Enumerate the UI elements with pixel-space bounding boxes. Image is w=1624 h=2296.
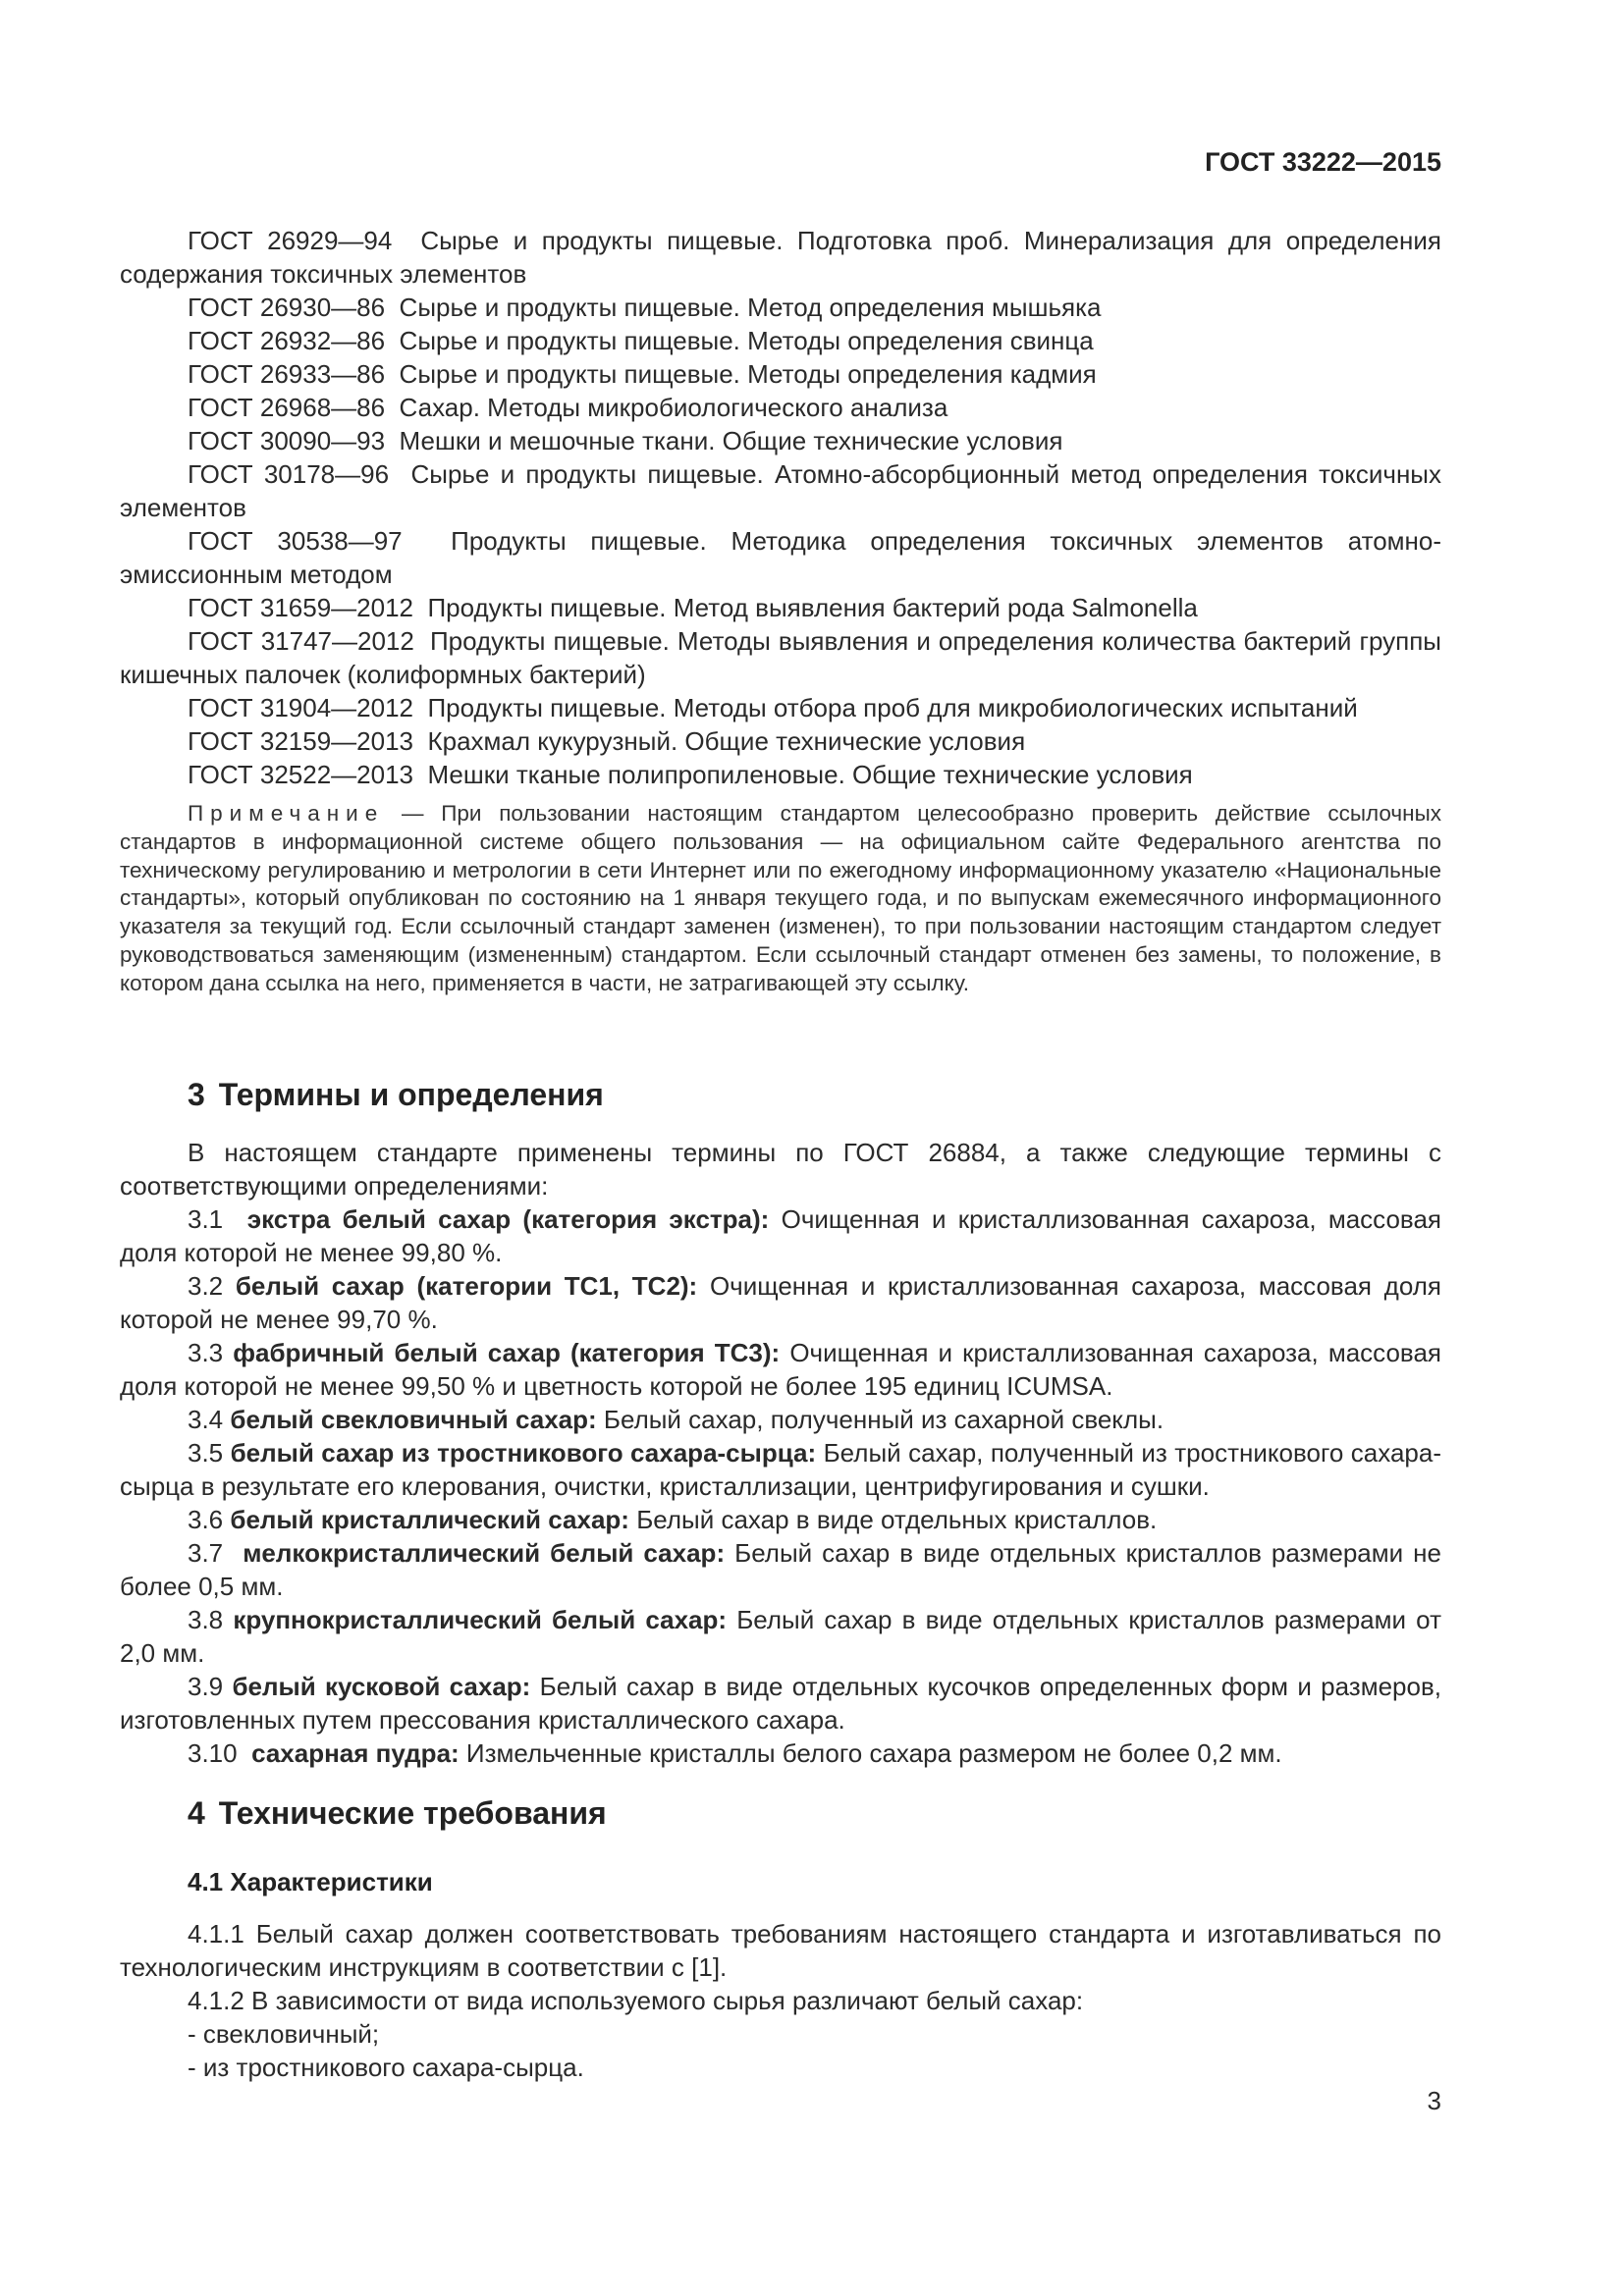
term-name: белый кристаллический сахар: [230,1505,629,1534]
term-number: 3.5 [188,1438,224,1468]
term-name: белый кусковой сахар: [232,1672,531,1701]
reference-title: Сырье и продукты пищевые. Подготовка проб. Минерализация для определения содержания токсичных элементов [120,226,1441,289]
list-item: - свекловичный; [188,2019,380,2049]
term-text: Очищенная и кристаллизованная сахароза, массовая доля которой не менее 99,70 %. [120,1271,1441,1334]
reference-title: Мешки тканые полипропиленовые. Общие технические условия [427,760,1193,789]
reference-item [120,424,1441,457]
term-text: Очищенная и кристаллизованная сахароза, массовая доля которой не менее 99,80 %. [120,1204,1441,1267]
reference-title: Сахар. Методы микробиологического анализа [399,393,948,422]
section-4-heading [188,1795,607,1832]
term-number: 3.8 [188,1605,224,1634]
reference-code: ГОСТ 26933—86 [188,359,386,389]
term-name: белый сахар из тростникового сахара-сырца: [230,1438,817,1468]
term-number: 3.6 [188,1505,224,1534]
term-text: Белый сахар, полученный из тростникового сахара-сырца в результате его клерования, очистки, кристаллизации, центрифугирования и сушки. [120,1438,1441,1501]
term-definition [120,1536,1441,1603]
technical-requirements [120,1917,1441,2084]
note-paragraph [120,800,1441,998]
page-number: 3 [1427,2086,1441,2115]
reference-code: ГОСТ 30090—93 [188,426,386,455]
reference-code: ГОСТ 30538—97 [188,526,403,556]
term-text: Белый сахар, полученный из сахарной свеклы. [603,1405,1164,1434]
term-definition [120,1503,1441,1536]
term-definition [120,1670,1441,1736]
note-label: Примечание [188,801,385,826]
reference-title: Продукты пищевые. Метод выявления бактерий рода Salmonella [427,593,1198,622]
clause-4-1-1: 4.1.1 Белый сахар должен соответствовать требованиям настоящего стандарта и изготавливаться по технологическим инструкциям в соответствии с [1]. [120,1919,1441,1982]
term-definition [120,1436,1441,1503]
reference-title: Сырье и продукты пищевые. Методы определения свинца [399,326,1094,355]
term-number: 3.4 [188,1405,224,1434]
reference-item [120,457,1441,524]
document-page [120,0,1441,2296]
term-definition [120,1603,1441,1670]
section-title: Технические требования [218,1795,607,1831]
term-text: Измельченные кристаллы белого сахара размером не более 0,2 мм. [465,1738,1282,1768]
reference-code: ГОСТ 26968—86 [188,393,386,422]
term-definition [120,1736,1441,1770]
list-item: - из тростникового сахара-сырца. [188,2053,584,2082]
reference-title: Крахмал кукурузный. Общие технические условия [427,726,1026,756]
terms-and-definitions [120,1136,1441,1770]
subsection-number: 4.1 [188,1867,224,1896]
reference-title: Сырье и продукты пищевые. Метод определения мышьяка [399,293,1102,322]
reference-code: ГОСТ 30178—96 [188,459,390,489]
reference-item [120,224,1441,291]
reference-item [120,357,1441,391]
standard-header: ГОСТ 33222—2015 [1205,147,1441,177]
term-number: 3.7 [188,1538,224,1568]
term-text: Белый сахар в виде отдельных кристаллов размерами не более 0,5 мм. [120,1538,1441,1601]
reference-item [120,324,1441,357]
reference-title: Сырье и продукты пищевые. Методы определения кадмия [399,359,1097,389]
term-text: Очищенная и кристаллизованная сахароза, массовая доля которой не менее 99,50 % и цветность которой не более 195 единиц ICUMSA. [120,1338,1441,1401]
term-number: 3.1 [188,1204,224,1234]
reference-item [120,291,1441,324]
clause-4-1-2: 4.1.2 В зависимости от вида используемого сырья различают белый сахар: [188,1986,1084,2015]
subsection-title: Характеристики [230,1867,433,1896]
section-number: 3 [188,1077,205,1112]
reference-title: Мешки и мешочные ткани. Общие технические условия [399,426,1063,455]
reference-code: ГОСТ 32159—2013 [188,726,414,756]
term-number: 3.9 [188,1672,224,1701]
term-name: крупнокристаллический белый сахар: [233,1605,728,1634]
reference-item [120,524,1441,591]
term-definition [120,1269,1441,1336]
section-3-heading [188,1077,604,1113]
reference-item [120,391,1441,424]
reference-code: ГОСТ 31747—2012 [188,626,414,656]
reference-item [120,724,1441,758]
reference-code: ГОСТ 26929—94 [188,226,393,255]
term-name: мелкокристаллический белый сахар: [243,1538,726,1568]
reference-item [120,758,1441,791]
reference-code: ГОСТ 26932—86 [188,326,386,355]
reference-item [120,624,1441,691]
term-name: сахарная пудра: [251,1738,460,1768]
term-text: Белый сахар в виде отдельных кристаллов размерами от 2,0 мм. [120,1605,1441,1668]
reference-code: ГОСТ 26930—86 [188,293,386,322]
reference-item [120,691,1441,724]
reference-title: Продукты пищевые. Методы выявления и определения количества бактерий группы кишечных палочек (колиформных бактерий) [120,626,1441,689]
normative-references-list [120,224,1441,791]
note-text: — При пользовании настоящим стандартом целесообразно проверить действие ссылочных стандартов в информационной системе общего пользования — на официальном сайте Федерального агентства по техническому регулированию и метрологии в сети Интернет или по ежегодному информационному указателю «Национальные стандарты», который опубликован по состоянию на 1 января текущего года, и по выпускам ежемесячного информационного указателя за текущий год. Если ссылочный стандарт заменен (изменен), то при пользовании настоящим стандартом следует руководствоваться заменяющим (измененным) стандартом. Если ссылочный стандарт отменен без замены, то положение, в котором дана ссылка на него, применяется в части, не затрагивающей эту ссылку. [120,801,1441,995]
section-title: Термины и определения [218,1077,604,1112]
term-name: белый свекловичный сахар: [230,1405,597,1434]
term-text: Белый сахар в виде отдельных кристаллов. [636,1505,1158,1534]
term-definition [120,1336,1441,1403]
section-number: 4 [188,1795,205,1831]
term-text: Белый сахар в виде отдельных кусочков определенных форм и размеров, изготовленных путем прессования кристаллического сахара. [120,1672,1442,1735]
reference-code: ГОСТ 31904—2012 [188,693,414,722]
reference-item [120,591,1441,624]
term-number: 3.2 [188,1271,224,1301]
term-name: фабричный белый сахар (категория ТС3): [233,1338,781,1367]
term-name: экстра белый сахар (категория экстра): [246,1204,770,1234]
section-intro: В настоящем стандарте применены термины по ГОСТ 26884, а также следующие термины с соответствующими определениями: [120,1138,1441,1201]
term-number: 3.3 [188,1338,224,1367]
term-definition [120,1202,1441,1269]
subsection-4-1-heading [188,1867,433,1897]
reference-title: Продукты пищевые. Методика определения токсичных элементов атомно-эмиссионным методом [120,526,1442,589]
term-definition [120,1403,1441,1436]
reference-title: Сырье и продукты пищевые. Атомно-абсорбционный метод определения токсичных элементов [120,459,1441,522]
term-name: белый сахар (категории ТС1, ТС2): [235,1271,698,1301]
reference-code: ГОСТ 31659—2012 [188,593,414,622]
reference-code: ГОСТ 32522—2013 [188,760,414,789]
term-number: 3.10 [188,1738,238,1768]
reference-title: Продукты пищевые. Методы отбора проб для микробиологических испытаний [427,693,1358,722]
